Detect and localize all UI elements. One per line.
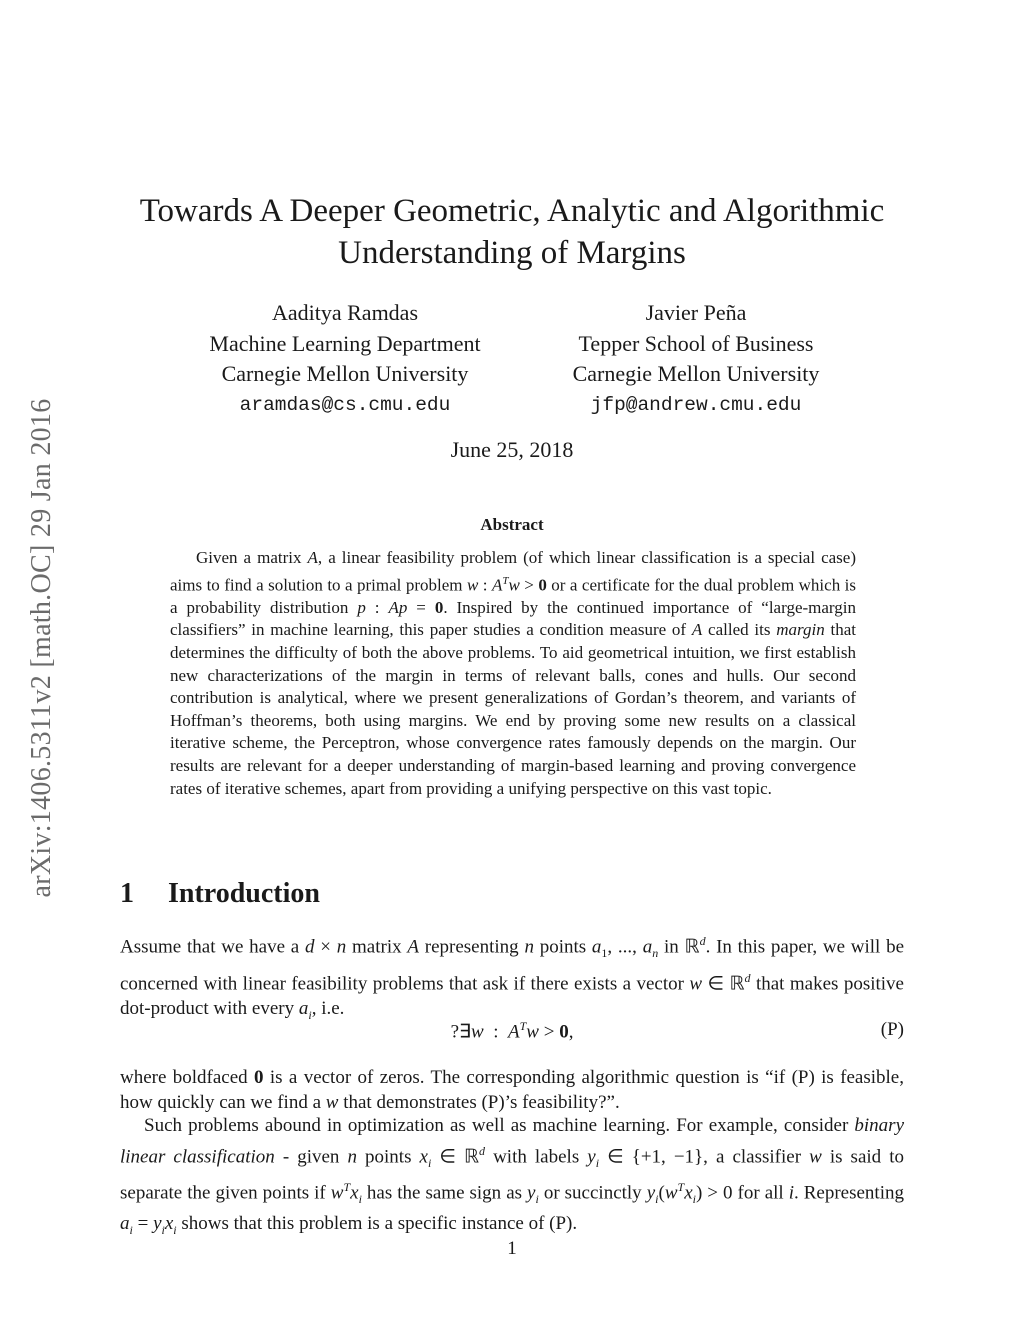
abstract-text: Given a matrix A, a linear feasibility problem (of which linear classification is a special case) aims to find a solution to a primal problem w : $A^Tw > 0$ or a certificate for the dual problem which is a probability distribution p : Ap = 0. Inspired by the continued importance of “large-margin classifiers” in machine learning, this paper studies a condition measure of A called its margin that determines the difficulty of both the above problems. To aid geometrical intuition, we first establish new characterizations of the margin in terms of relevant balls, cones and hulls. Our second contribution is analytical, where we present generalizations of Gordan’s theorem, and variants of Hoffman’s theorems, both using margins. We end by proving some new results on a classical iterative scheme, the Perceptron, whose convergence rates famously depends on the margin. Our results are relevant for a deeper understanding of margin-based learning and proving convergence rates of iterative schemes, apart from providing a unifying perspective on this vast topic. [170, 548, 857, 798]
author-university: Carnegie Mellon University [221, 361, 469, 386]
intro-paragraph-3: Such problems abound in optimization as well as machine learning. For example, consider binary linear classification - given n points $x_i$ ∈ ℝ$^d$ with labels $y_i$ ∈ {+1, −1}, a classifier w is said to separate the given points if $w^Tx_i$ has the same sign as $y_i$ or succinctly $y_i(w^Tx_i) > 0$ for all i. Representing $a_i = y_ix_i$ shows that this problem is a specific instance of (P). [120, 1115, 904, 1237]
author-department: Machine Learning Department [209, 330, 481, 356]
equation-P [120, 1019, 904, 1047]
paper-title: Towards A Deeper Geometric, Analytic and Algorithmic Understanding of Margins [139, 193, 885, 271]
paper-date: June 25, 2018 [450, 437, 574, 462]
author-name: Javier Peña [645, 300, 747, 325]
section-heading [120, 878, 320, 910]
abstract-heading: Abstract [480, 515, 544, 534]
equation-tag: (P) [880, 1019, 904, 1040]
author-name: Aaditya Ramdas [271, 300, 419, 325]
section-number: 1 [120, 878, 134, 909]
equation-body: ?∃w : $A^Tw > 0$, [450, 1019, 574, 1043]
section-title: Introduction [168, 878, 320, 909]
author-department: Tepper School of Business [578, 330, 814, 356]
author-block-1 [170, 298, 520, 420]
intro-paragraph-1: Assume that we have a d × n matrix A representing n points $a_1$, ..., $a_n$ in ℝ$^d$. In this paper, we will be concerned with linear feasibility problems that ask if there exists a vector w ∈ ℝ$^d$ that makes positive dot-product with every $a_i$, i.e. [120, 934, 905, 1022]
author-block-2 [520, 298, 872, 420]
page-number: 1 [507, 1238, 517, 1259]
author-email[interactable]: aramdas@cs.cmu.edu [239, 393, 451, 416]
author-university: Carnegie Mellon University [572, 361, 820, 386]
intro-paragraph-2: where boldfaced 0 is a vector of zeros. The corresponding algorithmic question is “if (P) is feasible, how quickly can we find a w that demonstrates (P)’s feasibility?”. [120, 1067, 904, 1113]
author-email[interactable]: jfp@andrew.cmu.edu [590, 393, 802, 416]
arxiv-stamp: arXiv:1406.5311v2 [math.OC] 29 Jan 2016 [26, 398, 57, 898]
